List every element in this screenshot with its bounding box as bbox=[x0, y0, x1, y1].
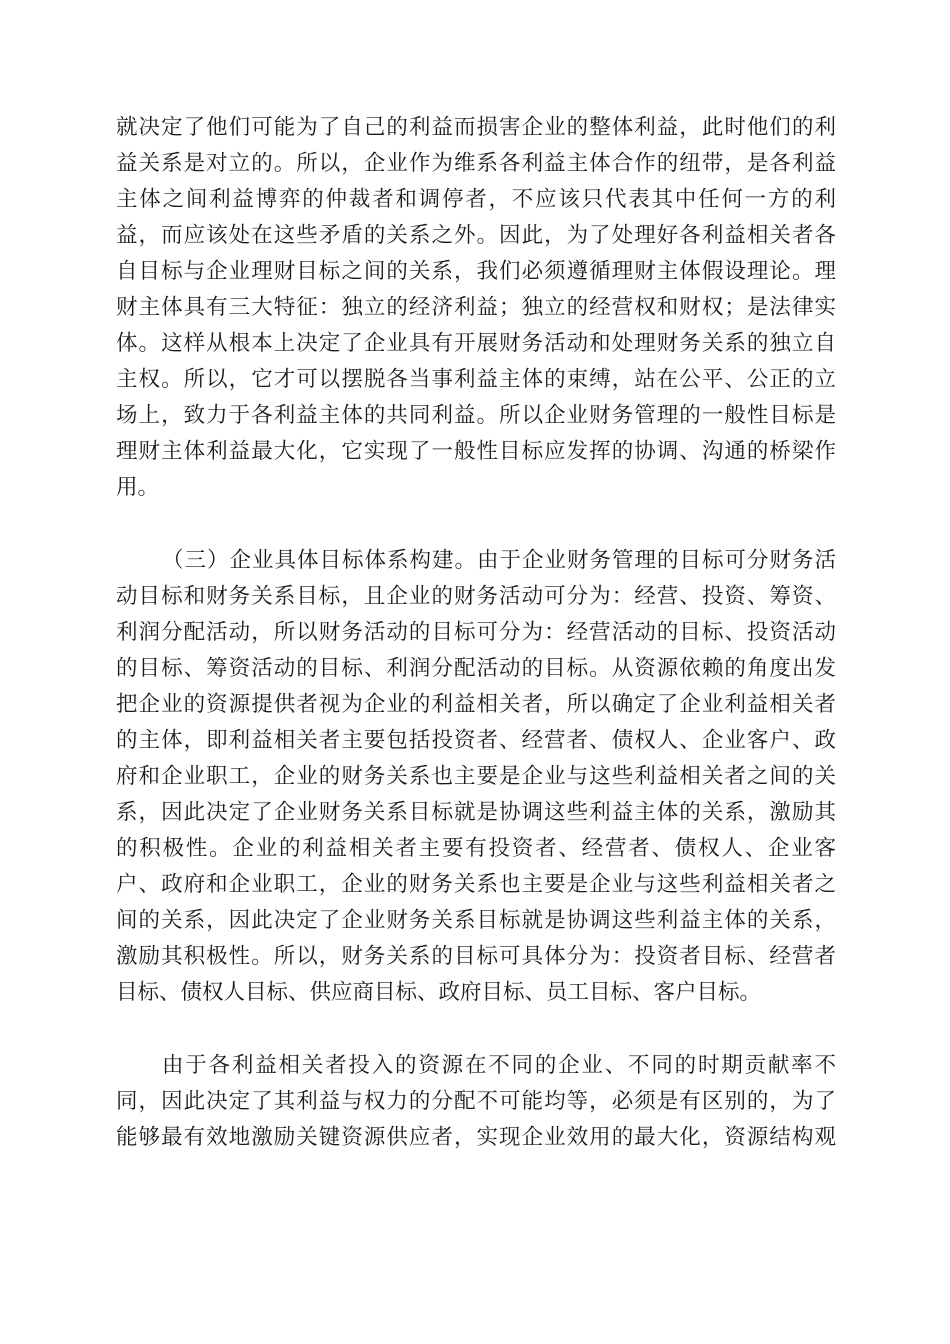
text-line: 激励其积极性。所以，财务关系的目标可具体分为：投资者目标、经营者 bbox=[116, 944, 836, 969]
text-line: 益，而应该处在这些矛盾的关系之外。因此，为了处理好各利益相关者各 bbox=[116, 223, 836, 248]
text-line: 能够最有效地激励关键资源供应者，实现企业效用的最大化，资源结构观 bbox=[116, 1125, 836, 1150]
text-line: 的主体，即利益相关者主要包括投资者、经营者、债权人、企业客户、政 bbox=[116, 728, 836, 753]
text-line: 用。 bbox=[116, 475, 160, 500]
text-line: 自目标与企业理财目标之间的关系，我们必须遵循理财主体假设理论。理 bbox=[116, 259, 836, 284]
text-line: （三）企业具体目标体系构建。由于企业财务管理的目标可分财务活 bbox=[162, 548, 836, 573]
text-line: 的目标、筹资活动的目标、利润分配活动的目标。从资源依赖的角度出发 bbox=[116, 656, 836, 681]
text-line: 把企业的资源提供者视为企业的利益相关者，所以确定了企业利益相关者 bbox=[116, 692, 836, 717]
text-line: 利润分配活动，所以财务活动的目标可分为：经营活动的目标、投资活动 bbox=[116, 620, 836, 645]
text-line: 府和企业职工，企业的财务关系也主要是企业与这些利益相关者之间的关 bbox=[116, 764, 836, 789]
text-line: 间的关系，因此决定了企业财务关系目标就是协调这些利益主体的关系， bbox=[116, 908, 836, 933]
text-line: 同，因此决定了其利益与权力的分配不可能均等，必须是有区别的，为了 bbox=[116, 1089, 836, 1114]
text-line: 户、政府和企业职工，企业的财务关系也主要是企业与这些利益相关者之 bbox=[116, 872, 836, 897]
text-line: 由于各利益相关者投入的资源在不同的企业、不同的时期贡献率不 bbox=[162, 1053, 836, 1078]
text-line: 动目标和财务关系目标，且企业的财务活动可分为：经营、投资、筹资、 bbox=[116, 584, 836, 609]
text-line: 就决定了他们可能为了自己的利益而损害企业的整体利益，此时他们的利 bbox=[116, 115, 836, 140]
text-line: 主权。所以，它才可以摆脱各当事利益主体的束缚，站在公平、公正的立 bbox=[116, 367, 836, 392]
text-line: 财主体具有三大特征：独立的经济利益；独立的经营权和财权；是法律实 bbox=[116, 295, 836, 320]
text-line: 的积极性。企业的利益相关者主要有投资者、经营者、债权人、企业客 bbox=[116, 836, 836, 861]
text-line: 场上，致力于各利益主体的共同利益。所以企业财务管理的一般性目标是 bbox=[116, 403, 836, 428]
text-line: 益关系是对立的。所以，企业作为维系各利益主体合作的纽带，是各利益 bbox=[116, 151, 836, 176]
text-line: 体。这样从根本上决定了企业具有开展财务活动和处理财务关系的独立自 bbox=[116, 331, 836, 356]
text-line: 主体之间利益博弈的仲裁者和调停者，不应该只代表其中任何一方的利 bbox=[116, 187, 836, 212]
text-line: 理财主体利益最大化，它实现了一般性目标应发挥的协调、沟通的桥梁作 bbox=[116, 439, 836, 464]
text-line: 目标、债权人目标、供应商目标、政府目标、员工目标、客户目标。 bbox=[116, 980, 762, 1005]
text-line: 系，因此决定了企业财务关系目标就是协调这些利益主体的关系，激励其 bbox=[116, 800, 836, 825]
